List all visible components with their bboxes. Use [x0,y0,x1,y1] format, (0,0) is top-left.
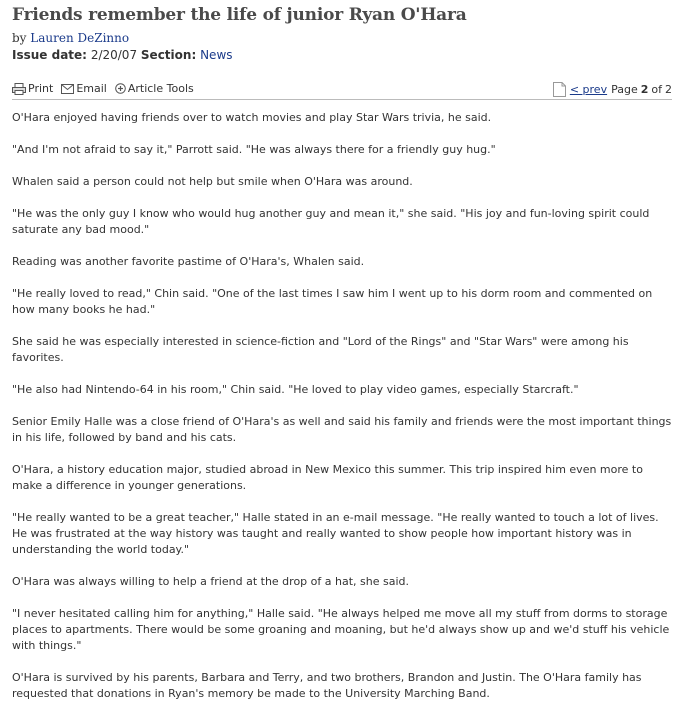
printer-icon [12,83,26,95]
prev-page-link[interactable]: < prev [569,83,608,96]
article-paragraph: O'Hara is survived by his parents, Barbara and Terry, and two brothers, Brandon and Justin. The O'Hara family has requested that donations in Ryan's memory be made to the University Marching Band. [12,671,642,700]
article-tools-label: Article Tools [127,82,194,95]
byline [12,30,672,46]
email-label: Email [76,82,107,95]
page-word: Page [611,83,638,96]
article-tools-button[interactable] [115,82,194,95]
article-paragraph: Reading was another favorite pastime of O'Hara's, Whalen said. [12,255,365,268]
section-link[interactable]: News [200,48,233,62]
document-icon [553,82,566,97]
article-body [12,110,672,702]
pagination [553,82,672,97]
current-page: 2 [640,83,649,96]
envelope-icon [61,84,74,94]
print-button[interactable] [12,82,53,95]
article-headline: Friends remember the life of junior Ryan O'Hara [12,5,467,25]
article-paragraph: O'Hara was always willing to help a friend at the drop of a hat, she said. [12,575,409,588]
article-tools [12,82,202,95]
print-label: Print [28,82,54,95]
issue-date: 2/20/07 [90,48,138,62]
article-paragraph: O'Hara, a history education major, studied abroad in New Mexico this summer. This trip inspired him even more to make a difference in younger generations. [12,463,643,492]
email-button[interactable] [61,82,107,95]
of-word: of [651,83,662,96]
article-paragraph: "He really loved to read," Chin said. "One of the last times I saw him I went up to his dorm room and commented on how many books he had." [12,287,653,316]
article-paragraph: "I never hesitated calling him for anything," Halle said. "He always helped me move all my stuff from dorms to storage places to apartments. There would be some groaning and moaning, but he'd always show up and we'd stuff his vehicle with things." [12,607,670,652]
article-page [12,0,672,718]
article-paragraph: "And I'm not afraid to say it," Parrott said. "He was always there for a friendly guy hug." [12,143,496,156]
article-paragraph: Senior Emily Halle was a close friend of O'Hara's as well and said his family and friends were the most important things in his life, followed by band and his cats. [12,415,672,444]
article-toolbar [12,81,672,100]
total-pages: 2 [665,83,672,96]
issue-info [12,47,672,63]
issue-date-label: Issue date: [12,48,87,62]
article-paragraph: "He also had Nintendo-64 in his room," Chin said. "He loved to play video games, especially Starcraft." [12,383,579,396]
article-paragraph: "He was the only guy I know who would hug another guy and mean it," she said. "His joy and fun-loving spirit could saturate any bad mood." [12,207,650,236]
section-label: Section: [140,48,197,62]
article-paragraph: She said he was especially interested in science-fiction and "Lord of the Rings" and "Star Wars" were among his favorites. [12,335,629,364]
author-link[interactable]: Lauren DeZinno [30,31,130,45]
byline-prefix: by [12,31,27,45]
article-paragraph: Whalen said a person could not help but smile when O'Hara was around. [12,175,413,188]
article-paragraph: O'Hara enjoyed having friends over to watch movies and play Star Wars trivia, he said. [12,111,492,124]
plus-circle-icon [115,83,126,94]
article-paragraph: "He really wanted to be a great teacher," Halle stated in an e-mail message. "He really wanted to touch a lot of lives. He was frustrated at the way history was taught and really wanted to show people how important history was in understanding the world today." [12,511,659,556]
